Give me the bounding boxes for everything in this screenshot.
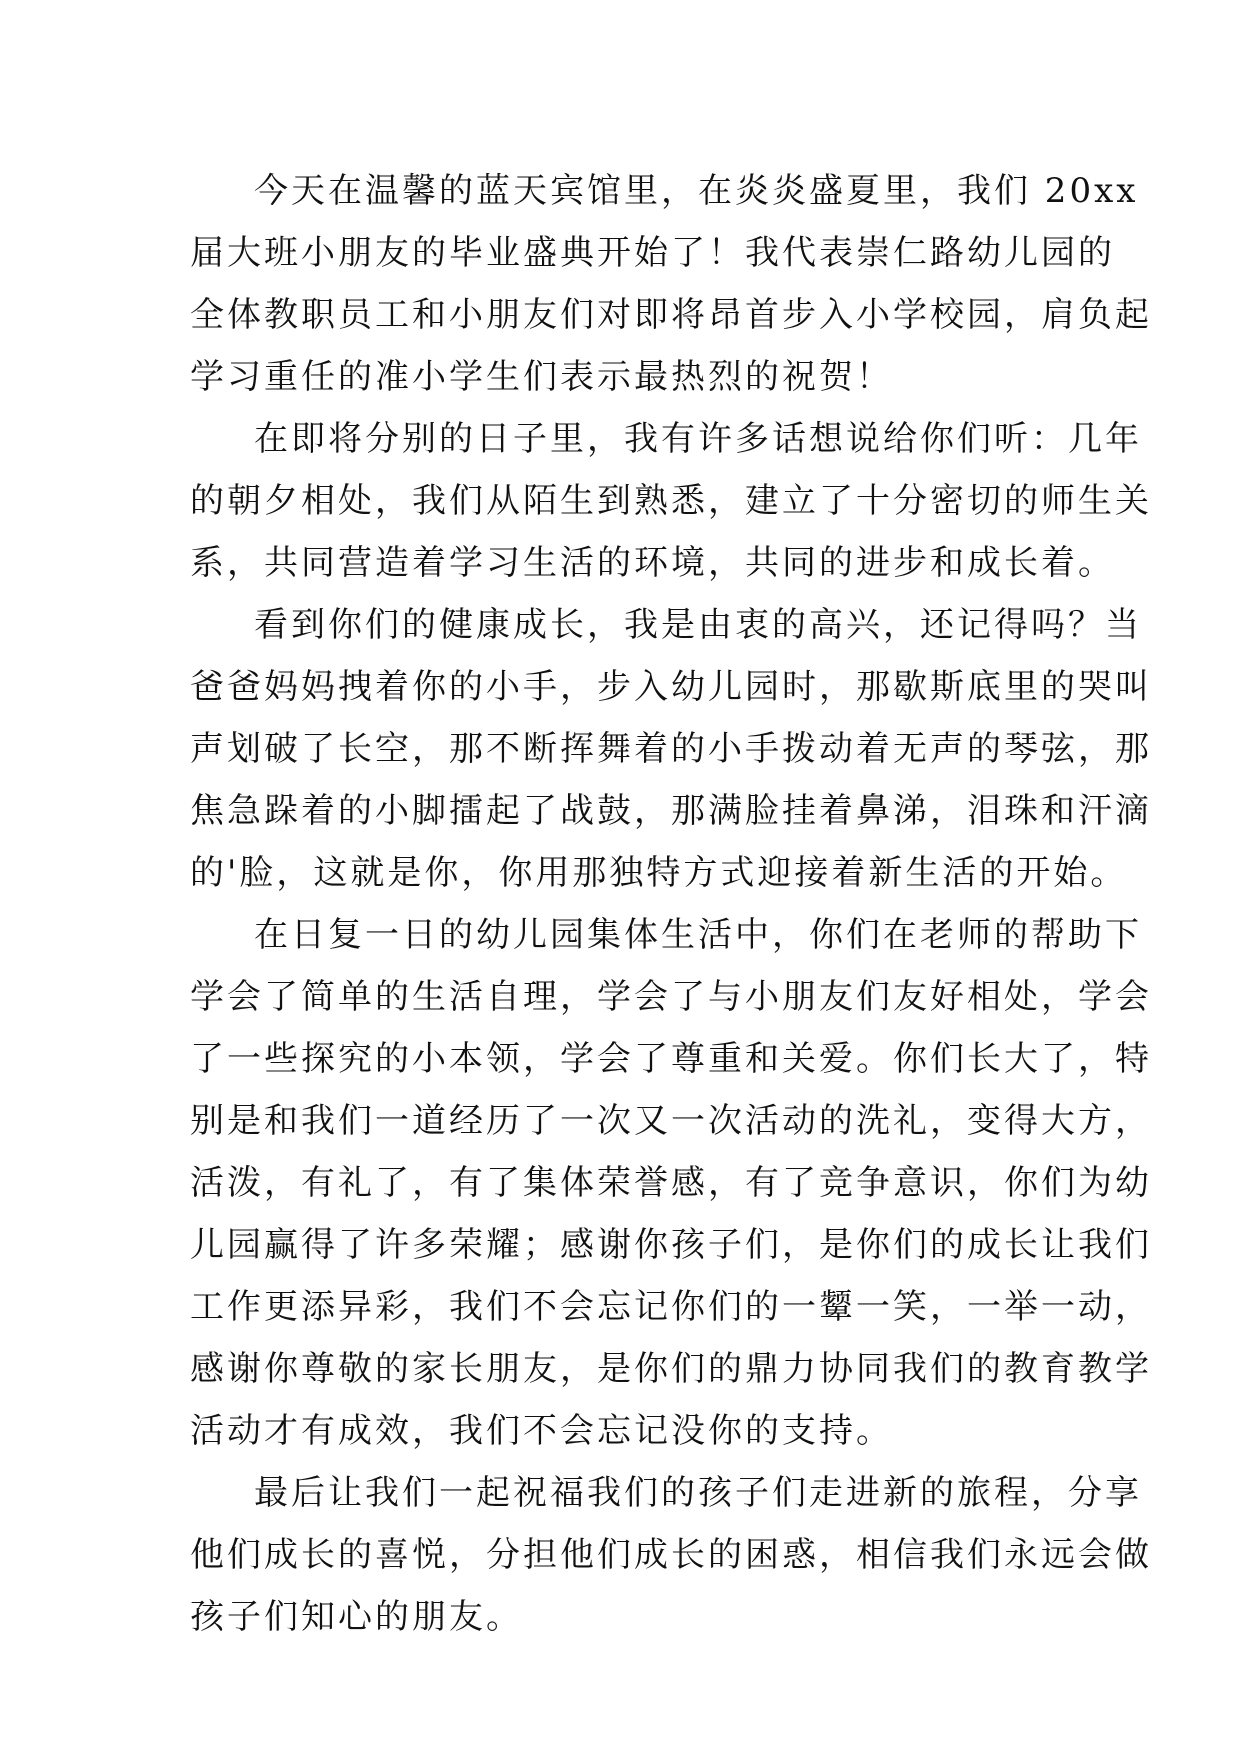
text-line: 在日复一日的幼儿园集体生活中，你们在老师的帮助下 (254, 915, 1142, 955)
text-line: 最后让我们一起祝福我们的孩子们走进新的旅程，分享 (254, 1473, 1142, 1513)
paragraph-5 (190, 1462, 1152, 1648)
text-line: 声划破了长空，那不断挥舞着的小手拨动着无声的琴弦，那 (190, 729, 1152, 769)
text-line: 学会了简单的生活自理，学会了与小朋友们友好相处，学会 (190, 977, 1152, 1017)
text-line: 系，共同营造着学习生活的环境，共同的进步和成长着。 (190, 543, 1115, 583)
text-line: 看到你们的健康成长，我是由衷的高兴，还记得吗？当 (254, 605, 1142, 645)
text-line: 了一些探究的小本领，学会了尊重和关爱。你们长大了，特 (190, 1039, 1152, 1079)
text-line: 焦急跺着的小脚擂起了战鼓，那满脸挂着鼻涕，泪珠和汗滴 (190, 791, 1152, 831)
text-line: 届大班小朋友的毕业盛典开始了！我代表崇仁路幼儿园的 (190, 233, 1115, 273)
text-line: 活泼，有礼了，有了集体荣誉感，有了竞争意识，你们为幼 (190, 1163, 1152, 1203)
text-line: 活动才有成效，我们不会忘记没你的支持。 (190, 1411, 893, 1451)
text-line: 今天在温馨的蓝天宾馆里，在炎炎盛夏里，我们 20xx (254, 171, 1139, 211)
text-line: 在即将分别的日子里，我有许多话想说给你们听：几年 (254, 419, 1142, 459)
text-line: 他们成长的喜悦，分担他们成长的困惑，相信我们永远会做 (190, 1535, 1152, 1575)
text-line: 工作更添异彩，我们不会忘记你们的一颦一笑，一举一动， (190, 1287, 1152, 1327)
paragraph-2 (190, 408, 1152, 594)
paragraph-4 (190, 904, 1152, 1462)
text-line: 感谢你尊敬的家长朋友，是你们的鼎力协同我们的教育教学 (190, 1349, 1152, 1389)
paragraph-3 (190, 594, 1152, 904)
text-line: 的'脸，这就是你，你用那独特方式迎接着新生活的开始。 (190, 853, 1128, 893)
text-line: 爸爸妈妈拽着你的小手，步入幼儿园时，那歇斯底里的哭叫 (190, 667, 1152, 707)
text-line: 学习重任的准小学生们表示最热烈的祝贺！ (190, 357, 893, 397)
text-line: 儿园赢得了许多荣耀；感谢你孩子们，是你们的成长让我们 (190, 1225, 1152, 1265)
text-line: 别是和我们一道经历了一次又一次活动的洗礼，变得大方， (190, 1101, 1152, 1141)
text-line: 全体教职员工和小朋友们对即将昂首步入小学校园，肩负起 (190, 295, 1152, 335)
document-body (190, 160, 1152, 1648)
text-line: 孩子们知心的朋友。 (190, 1597, 523, 1637)
paragraph-1 (190, 160, 1152, 408)
text-line: 的朝夕相处，我们从陌生到熟悉，建立了十分密切的师生关 (190, 481, 1152, 521)
